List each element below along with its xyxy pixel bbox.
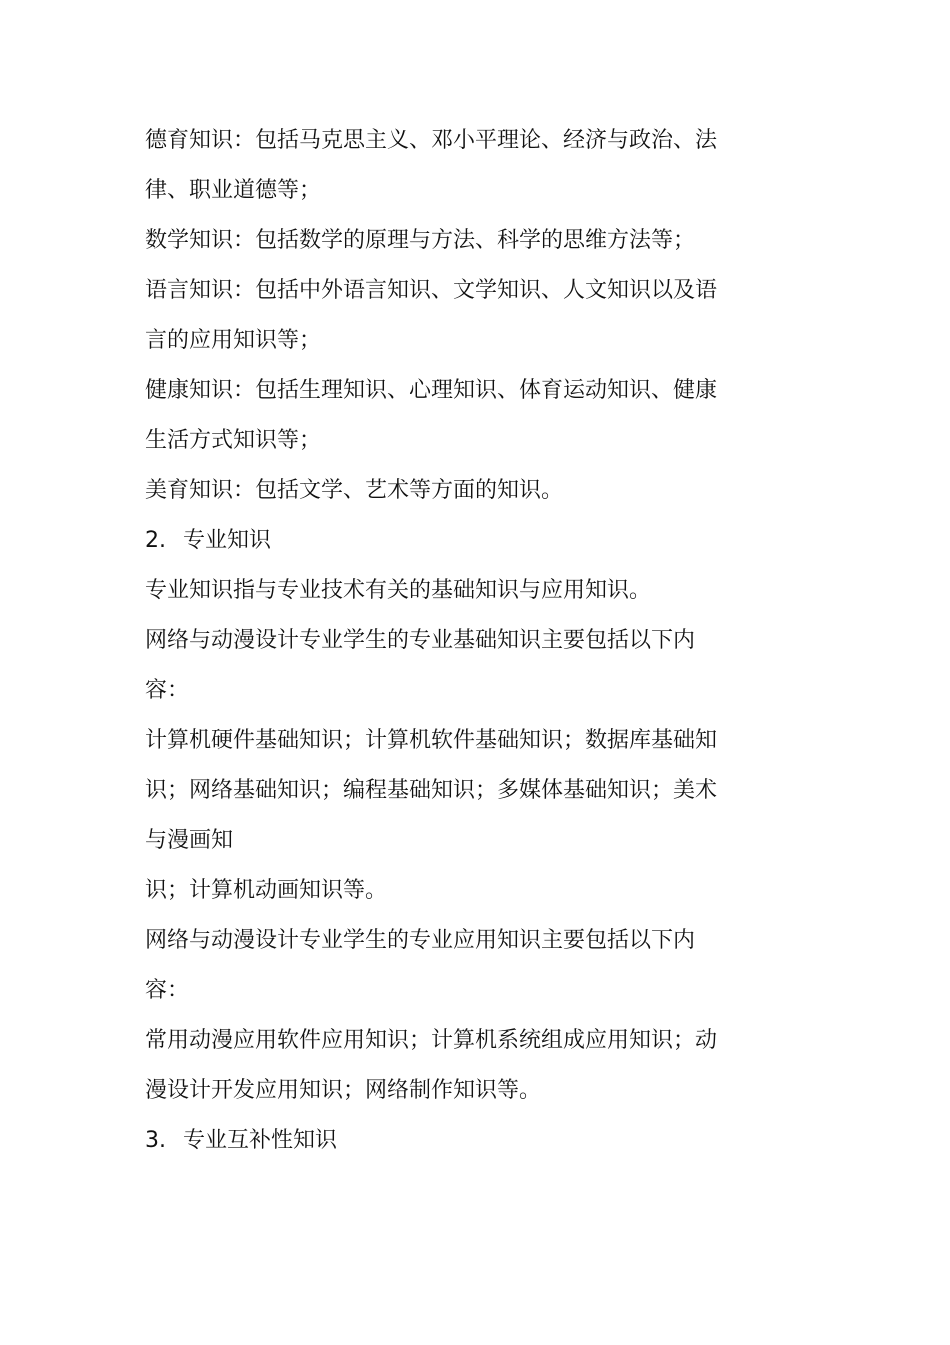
text-line: 生活方式知识等； bbox=[145, 428, 322, 453]
text-line: 识；网络基础知识；编程基础知识；多媒体基础知识；美术 bbox=[145, 778, 718, 803]
text-line: 数学知识：包括数学的原理与方法、科学的思维方法等； bbox=[145, 228, 696, 253]
text-line: 专业知识指与专业技术有关的基础知识与应用知识。 bbox=[145, 578, 652, 603]
text-line: 律、职业道德等； bbox=[145, 178, 322, 203]
section-title: 专业知识 bbox=[183, 528, 272, 553]
text-line: 常用动漫应用软件应用知识；计算机系统组成应用知识；动 bbox=[145, 1028, 718, 1053]
text-line: 德育知识：包括马克思主义、邓小平理论、经济与政治、法 bbox=[145, 128, 718, 153]
text-line: 容： bbox=[145, 678, 190, 703]
text-line: 漫设计开发应用知识；网络制作知识等。 bbox=[145, 1078, 542, 1103]
section-heading-3 bbox=[145, 1116, 745, 1166]
section-number: 2. bbox=[145, 528, 166, 553]
text-line: 健康知识：包括生理知识、心理知识、体育运动知识、健康 bbox=[145, 378, 718, 403]
text-line: 语言知识：包括中外语言知识、文学知识、人文知识以及语 bbox=[145, 278, 718, 303]
text-line: 计算机硬件基础知识；计算机软件基础知识；数据库基础知 bbox=[145, 728, 718, 753]
text-line: 美育知识：包括文学、艺术等方面的知识。 bbox=[145, 478, 564, 503]
document-body bbox=[145, 116, 745, 1166]
text-line: 容： bbox=[145, 978, 190, 1003]
text-line: 网络与动漫设计专业学生的专业基础知识主要包括以下内 bbox=[145, 628, 696, 653]
text-line: 网络与动漫设计专业学生的专业应用知识主要包括以下内 bbox=[145, 928, 696, 953]
text-line: 识；计算机动画知识等。 bbox=[145, 878, 388, 903]
text-line: 言的应用知识等； bbox=[145, 328, 322, 353]
section-number: 3. bbox=[145, 1128, 166, 1153]
text-line: 与漫画知 bbox=[145, 828, 234, 853]
section-heading-2 bbox=[145, 516, 745, 566]
section-title: 专业互补性知识 bbox=[183, 1128, 338, 1153]
